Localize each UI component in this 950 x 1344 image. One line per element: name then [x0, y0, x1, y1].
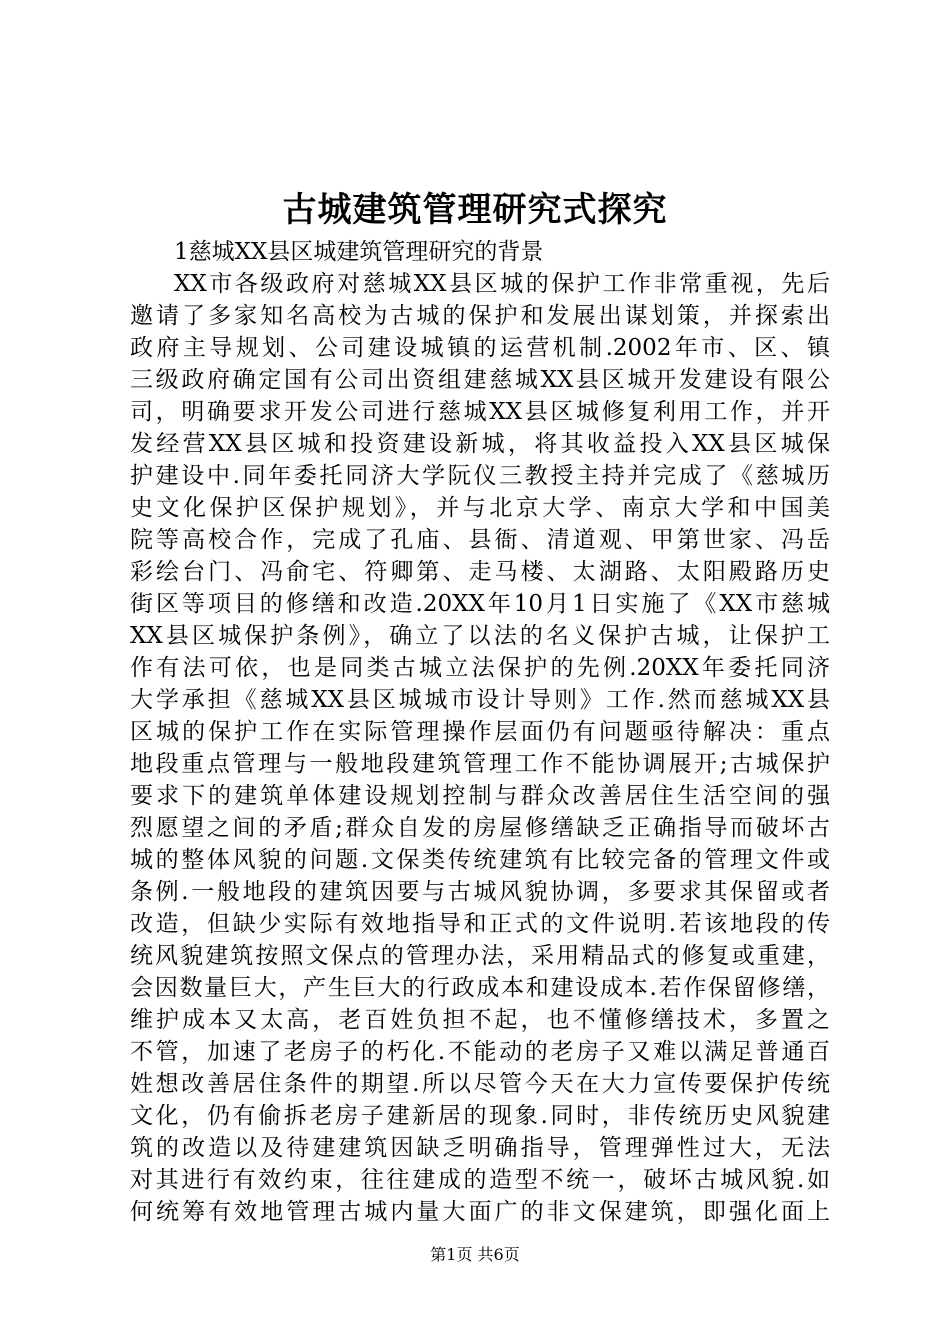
paragraph-line: 何统筹有效地管理古城内量大面广的非文保建筑，即强化面上 [130, 1199, 830, 1225]
paragraph-line: 作有法可依，也是同类古城立法保护的先例.20XX年委托同济 [130, 655, 830, 681]
paragraph-line: 姓想改善居住条件的期望.所以尽管今天在大力宣传要保护传统 [130, 1071, 830, 1097]
document-title: 古城建筑管理研究式探究 [282, 190, 668, 230]
paragraph-line: 护建设中.同年委托同济大学阮仪三教授主持并完成了《慈城历 [130, 463, 830, 489]
paragraph-line: 会因数量巨大，产生巨大的行政成本和建设成本.若作保留修缮， [130, 975, 830, 1001]
paragraph-line: 改造，但缺少实际有效地指导和正式的文件说明.若该地段的传 [130, 911, 830, 937]
paragraph-line: 要求下的建筑单体建设规划控制与群众改善居住生活空间的强 [130, 783, 830, 809]
paragraph-line: 大学承担《慈城XX县区城城市设计导则》工作.然而慈城XX县 [130, 687, 830, 713]
paragraph-line: XX县区城保护条例》，确立了以法的名义保护古城，让保护工 [130, 623, 830, 649]
paragraph-line: 街区等项目的修缮和改造.20XX年10月1日实施了《XX市慈城 [130, 591, 830, 617]
paragraph-line: 对其进行有效约束，往往建成的造型不统一，破坏古城风貌.如 [130, 1167, 830, 1193]
paragraph-line: 城的整体风貌的问题.文保类传统建筑有比较完备的管理文件或 [130, 847, 830, 873]
paragraph-line: 发经营XX县区城和投资建设新城，将其收益投入XX县区城保 [130, 431, 830, 457]
paragraph-line: 条例.一般地段的建筑因要与古城风貌协调，多要求其保留或者 [130, 879, 830, 905]
paragraph-line: XX市各级政府对慈城XX县区城的保护工作非常重视，先后 [174, 271, 830, 297]
paragraph-line: 院等高校合作，完成了孔庙、县衙、清道观、甲第世家、冯岳 [130, 527, 830, 553]
body-paragraph [130, 268, 830, 1228]
paragraph-line: 维护成本又太高，老百姓负担不起，也不懂修缮技术，多置之 [130, 1007, 830, 1033]
section-heading: 1慈城XX县区城建筑管理研究的背景 [174, 239, 544, 265]
paragraph-line: 司，明确要求开发公司进行慈城XX县区城修复利用工作，并开 [130, 399, 830, 425]
paragraph-line: 地段重点管理与一般地段建筑管理工作不能协调展开;古城保护 [130, 751, 830, 777]
paragraph-line: 三级政府确定国有公司出资组建慈城XX县区城开发建设有限公 [130, 367, 830, 393]
paragraph-line: 统风貌建筑按照文保点的管理办法，采用精品式的修复或重建， [130, 943, 830, 969]
paragraph-line: 烈愿望之间的矛盾;群众自发的房屋修缮缺乏正确指导而破坏古 [130, 815, 830, 841]
paragraph-line: 邀请了多家知名高校为古城的保护和发展出谋划策，并探索出 [130, 303, 830, 329]
paragraph-line: 不管，加速了老房子的朽化.不能动的老房子又难以满足普通百 [130, 1039, 830, 1065]
paragraph-line: 文化，仍有偷拆老房子建新居的现象.同时，非传统历史风貌建 [130, 1103, 830, 1129]
paragraph-line: 政府主导规划、公司建设城镇的运营机制.2002年市、区、镇 [130, 335, 830, 361]
page-footer: 第1页 共6页 [430, 1245, 520, 1264]
paragraph-line: 彩绘台门、冯俞宅、符卿第、走马楼、太湖路、太阳殿路历史 [130, 559, 830, 585]
paragraph-line: 区城的保护工作在实际管理操作层面仍有问题亟待解决：重点 [130, 719, 830, 745]
paragraph-line: 筑的改造以及待建建筑因缺乏明确指导，管理弹性过大，无法 [130, 1135, 830, 1161]
paragraph-line: 史文化保护区保护规划》，并与北京大学、南京大学和中国美 [130, 495, 830, 521]
